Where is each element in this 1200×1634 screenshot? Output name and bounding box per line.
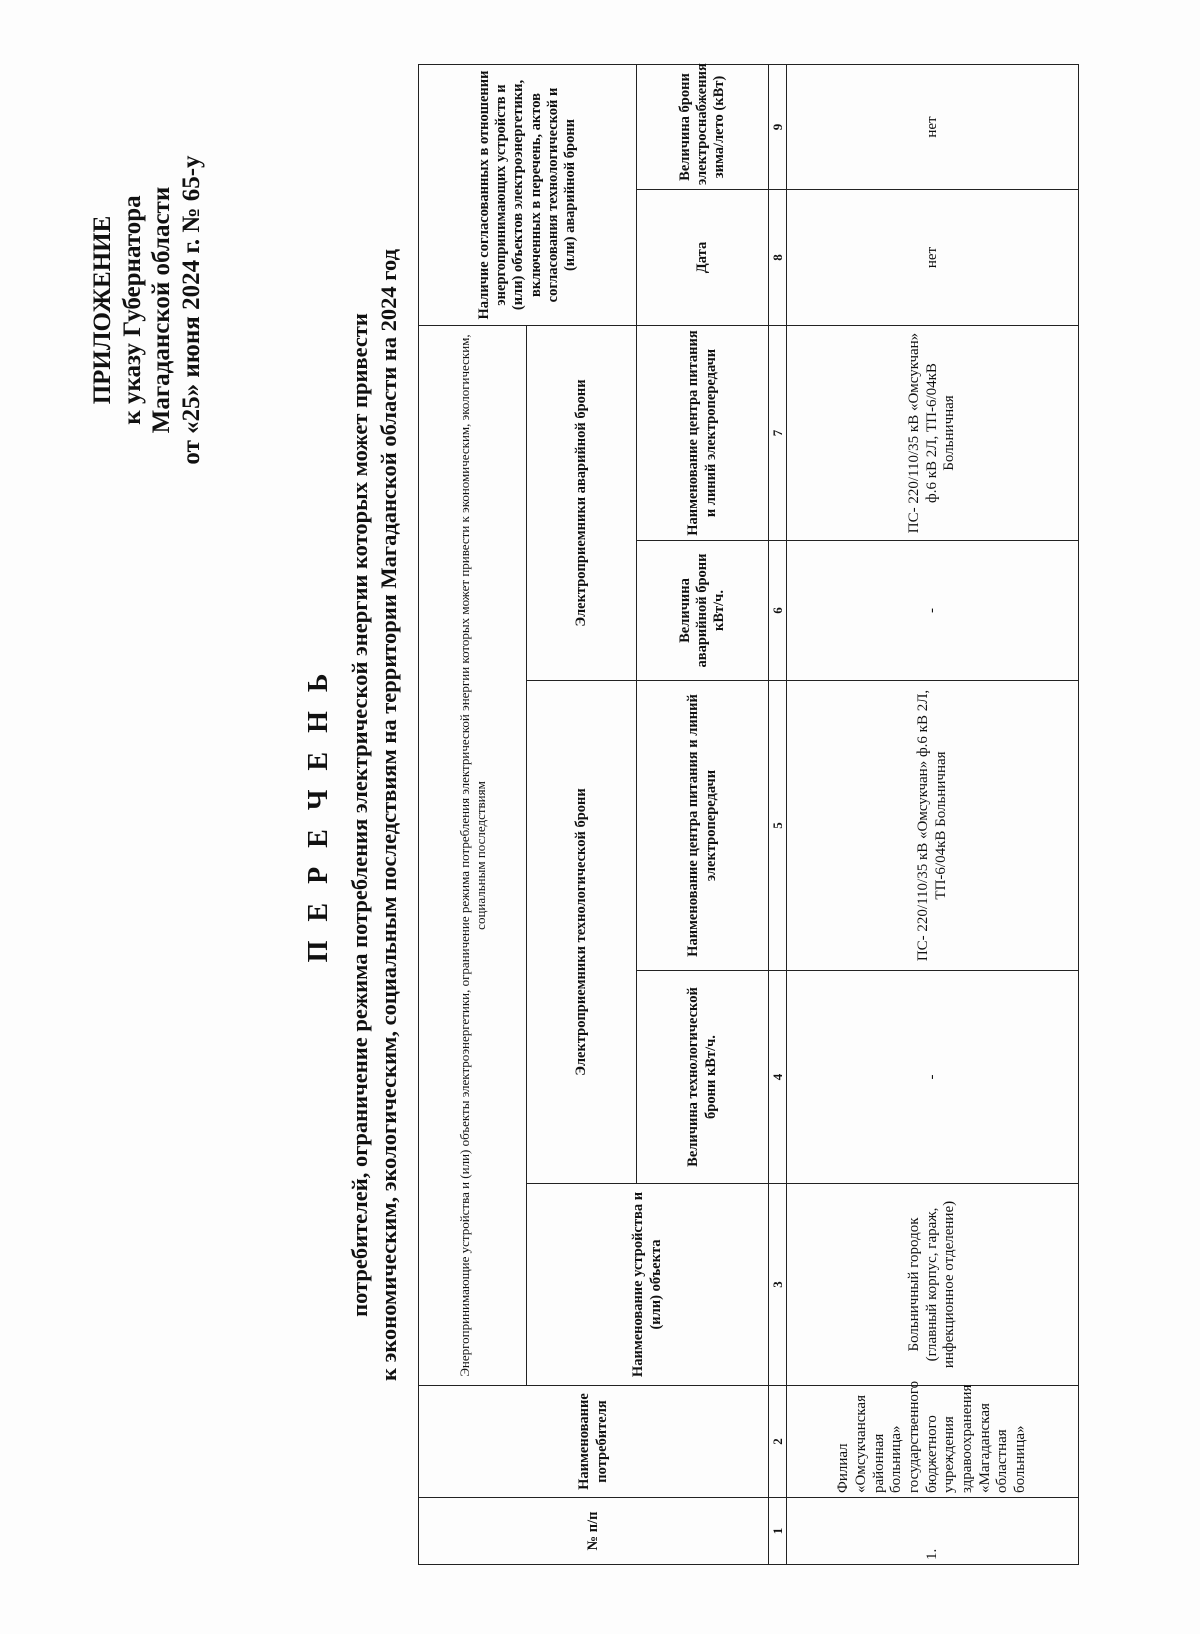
column-number: 8 (769, 190, 787, 326)
subtitle-line-1: потребителей, ограничение режима потребления электрической энергии которых может привести (347, 313, 372, 1317)
column-number: 7 (769, 326, 787, 541)
table-row (787, 64, 1079, 1564)
row-agreed-date: нет (787, 190, 1079, 326)
header-group-devices: Энергопринимающие устройства и (или) объекты электроэнергетики, ограничение режима потребления электрической энергии которых может привести к экономическим, экологическим, социальным последствиям (419, 326, 527, 1386)
appendix-header (88, 50, 206, 570)
appendix-region: Магаданской области (148, 186, 175, 434)
appendix-date: от «25» июня 2024 г. № 65-у (177, 155, 205, 465)
header-agreed-value: Величина брони электроснабжения зима/лето (кВт) (637, 64, 769, 189)
row-tech-value: - (787, 971, 1079, 1184)
header-agreed-date: Дата (637, 190, 769, 326)
row-device: Больничный городок (главный корпус, гараж, инфекционное отделение) (787, 1184, 1079, 1386)
consumers-table (418, 64, 1079, 1565)
row-tech-center: ПС- 220/110/35 кВ «Омсукчан» ф.6 кВ 2Л, ТП-6/04кВ Больничная (787, 681, 1079, 971)
document-title: П Е Р Е Ч Е Н Ь (303, 667, 334, 963)
column-number: 5 (769, 681, 787, 971)
row-agreed-value: нет (787, 64, 1079, 189)
rotated-document-page (0, 15, 1200, 1615)
column-number: 2 (769, 1386, 787, 1498)
column-number: 9 (769, 64, 787, 189)
header-tech-value: Величина технологической брони кВт/ч. (637, 971, 769, 1184)
row-consumer: Филиал «Омсукчанская районная больница» государственного бюджетного учреждения здравоохранения «Магаданская областная больница» (787, 1386, 1079, 1498)
appendix-decree-ref: к указу Губернатора (118, 195, 146, 425)
column-number: 3 (769, 1184, 787, 1386)
header-emergency-center: Наименование центра питания и линий электропередачи (637, 326, 769, 541)
subtitle-line-2: к экономическим, экологическим, социальным последствиям на территории Магаданской области на 2024 год (376, 249, 402, 1381)
column-number: 4 (769, 971, 787, 1184)
row-emergency-center: ПС- 220/110/35 кВ «Омсукчан» ф.6 кВ 2Л, ТП-6/04кВ Больничная (787, 326, 1079, 541)
column-number: 6 (769, 541, 787, 681)
column-number: 1 (769, 1498, 787, 1565)
header-num: № п/п (419, 1498, 769, 1565)
header-emergency-value: Величина аварийной брони кВт/ч. (637, 541, 769, 681)
row-emergency-value: - (787, 541, 1079, 681)
document-subtitle (345, 95, 404, 1535)
header-consumer: Наименование потребителя (419, 1386, 769, 1498)
row-num: 1. (787, 1498, 1079, 1565)
appendix-label: ПРИЛОЖЕНИЕ (89, 215, 116, 405)
header-tech-center: Наименование центра питания и линий электропередачи (637, 681, 769, 971)
header-group-agreed-acts: Наличие согласованных в отношении энергопринимающих устройств и (или) объектов электроэнергетики, включенных в перечень, актов согласования технологической и (или) аварийной брони (419, 64, 637, 325)
header-device: Наименование устройства и (или) объекта (527, 1184, 769, 1386)
header-group-emergency-reserve: Электроприемники аварийной брони (527, 326, 637, 681)
header-group-tech-reserve: Электроприемники технологической брони (527, 681, 637, 1184)
